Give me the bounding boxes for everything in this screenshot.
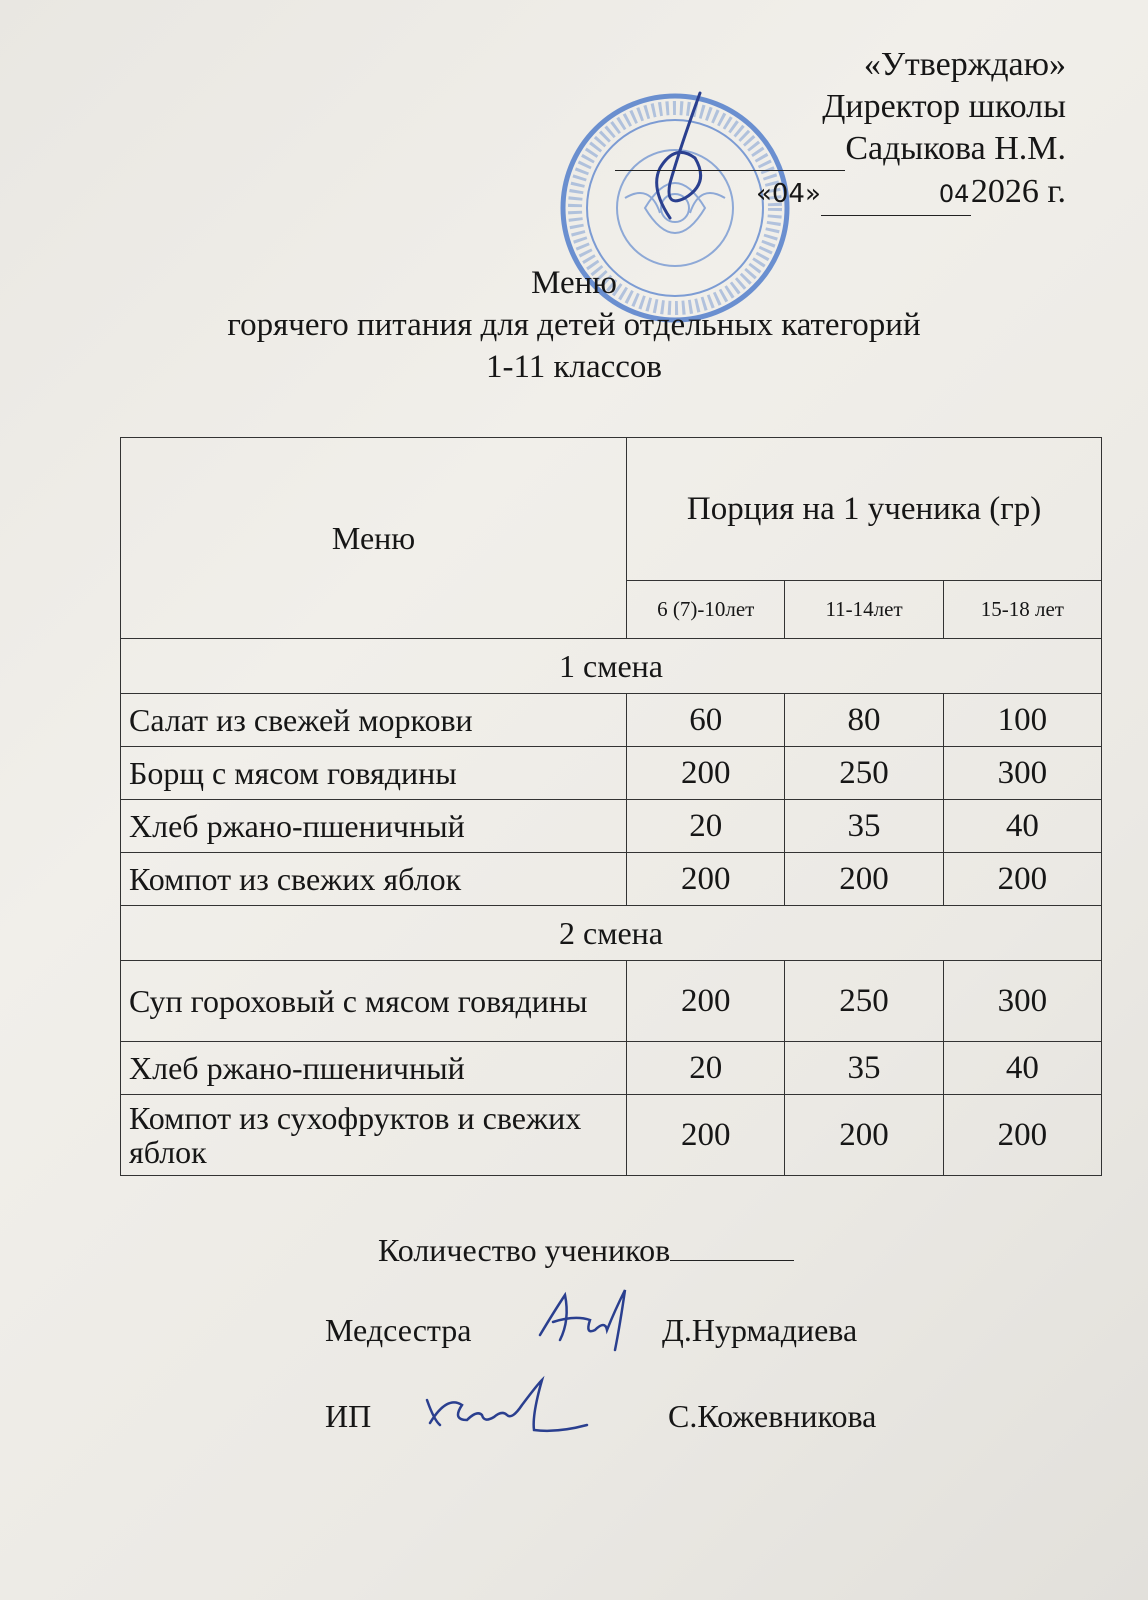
portion-value: 200 xyxy=(627,853,785,906)
table-row xyxy=(121,853,1102,906)
portion-value: 20 xyxy=(627,800,785,853)
header-portion: Порция на 1 ученика (гр) xyxy=(627,438,1102,581)
portion-value: 60 xyxy=(627,694,785,747)
nurse-label: Медсестра xyxy=(325,1312,472,1348)
student-count-blank xyxy=(670,1230,794,1261)
age-group-3: 15-18 лет xyxy=(943,581,1101,639)
shift-1-label: 1 смена xyxy=(121,639,1102,694)
portion-value: 35 xyxy=(785,1042,943,1095)
portion-value: 300 xyxy=(943,747,1101,800)
director-name: Садыкова Н.М. xyxy=(845,130,1066,167)
director-name-line xyxy=(615,128,1066,171)
portion-value: 200 xyxy=(785,853,943,906)
header-menu: Меню xyxy=(121,438,627,639)
portion-value: 80 xyxy=(785,694,943,747)
shift-2-label: 2 смена xyxy=(121,906,1102,961)
portion-value: 300 xyxy=(943,961,1101,1042)
director-title: Директор школы xyxy=(822,88,1066,125)
dish-name: Компот из свежих яблок xyxy=(121,853,627,906)
portion-value: 200 xyxy=(627,747,785,800)
age-group-2: 11-14лет xyxy=(785,581,943,639)
portion-value: 250 xyxy=(785,961,943,1042)
portion-value: 200 xyxy=(943,853,1101,906)
approval-block xyxy=(615,44,1066,216)
ip-name: С.Кожевникова xyxy=(668,1398,877,1434)
nurse-signature xyxy=(535,1280,645,1360)
student-count xyxy=(378,1230,794,1269)
table-header-row xyxy=(121,438,1102,581)
table-row xyxy=(121,1095,1102,1176)
portion-value: 250 xyxy=(785,747,943,800)
dish-name: Компот из сухофруктов и свежих яблок xyxy=(121,1095,627,1176)
table-row xyxy=(121,1042,1102,1095)
date-month-line xyxy=(821,171,971,216)
signature-line xyxy=(615,128,845,171)
date-year: 2026 г. xyxy=(970,173,1066,210)
portion-value: 200 xyxy=(627,961,785,1042)
table-row xyxy=(121,747,1102,800)
shift-row xyxy=(121,906,1102,961)
table-row xyxy=(121,694,1102,747)
date-day: «04» xyxy=(755,179,821,209)
portion-value: 200 xyxy=(785,1095,943,1176)
dish-name: Салат из свежей моркови xyxy=(121,694,627,747)
table-row xyxy=(121,800,1102,853)
dish-name: Хлеб ржано-пшеничный xyxy=(121,800,627,853)
menu-table xyxy=(120,437,1102,1176)
ip-label: ИП xyxy=(325,1398,372,1434)
portion-value: 40 xyxy=(943,1042,1101,1095)
age-group-1: 6 (7)-10лет xyxy=(627,581,785,639)
dish-name: Борщ с мясом говядины xyxy=(121,747,627,800)
student-count-label: Количество учеников xyxy=(378,1232,671,1268)
portion-value: 200 xyxy=(627,1095,785,1176)
dish-name: Суп гороховый с мясом говядины xyxy=(121,961,627,1042)
approval-title: «Утверждаю» xyxy=(863,46,1066,83)
dish-name: Хлеб ржано-пшеничный xyxy=(121,1042,627,1095)
portion-value: 35 xyxy=(785,800,943,853)
title-line-2: горячего питания для детей отдельных категорий xyxy=(227,307,921,343)
portion-value: 20 xyxy=(627,1042,785,1095)
approval-date xyxy=(615,171,1066,216)
shift-row xyxy=(121,639,1102,694)
document-title xyxy=(0,262,1148,388)
nurse-name: Д.Нурмадиева xyxy=(662,1312,858,1348)
portion-value: 100 xyxy=(943,694,1101,747)
title-line-3: 1-11 классов xyxy=(485,349,663,385)
date-month: 04 xyxy=(938,180,970,208)
title-line-1: Меню xyxy=(531,265,617,301)
table-row xyxy=(121,961,1102,1042)
portion-value: 200 xyxy=(943,1095,1101,1176)
ip-signature xyxy=(422,1375,592,1445)
portion-value: 40 xyxy=(943,800,1101,853)
